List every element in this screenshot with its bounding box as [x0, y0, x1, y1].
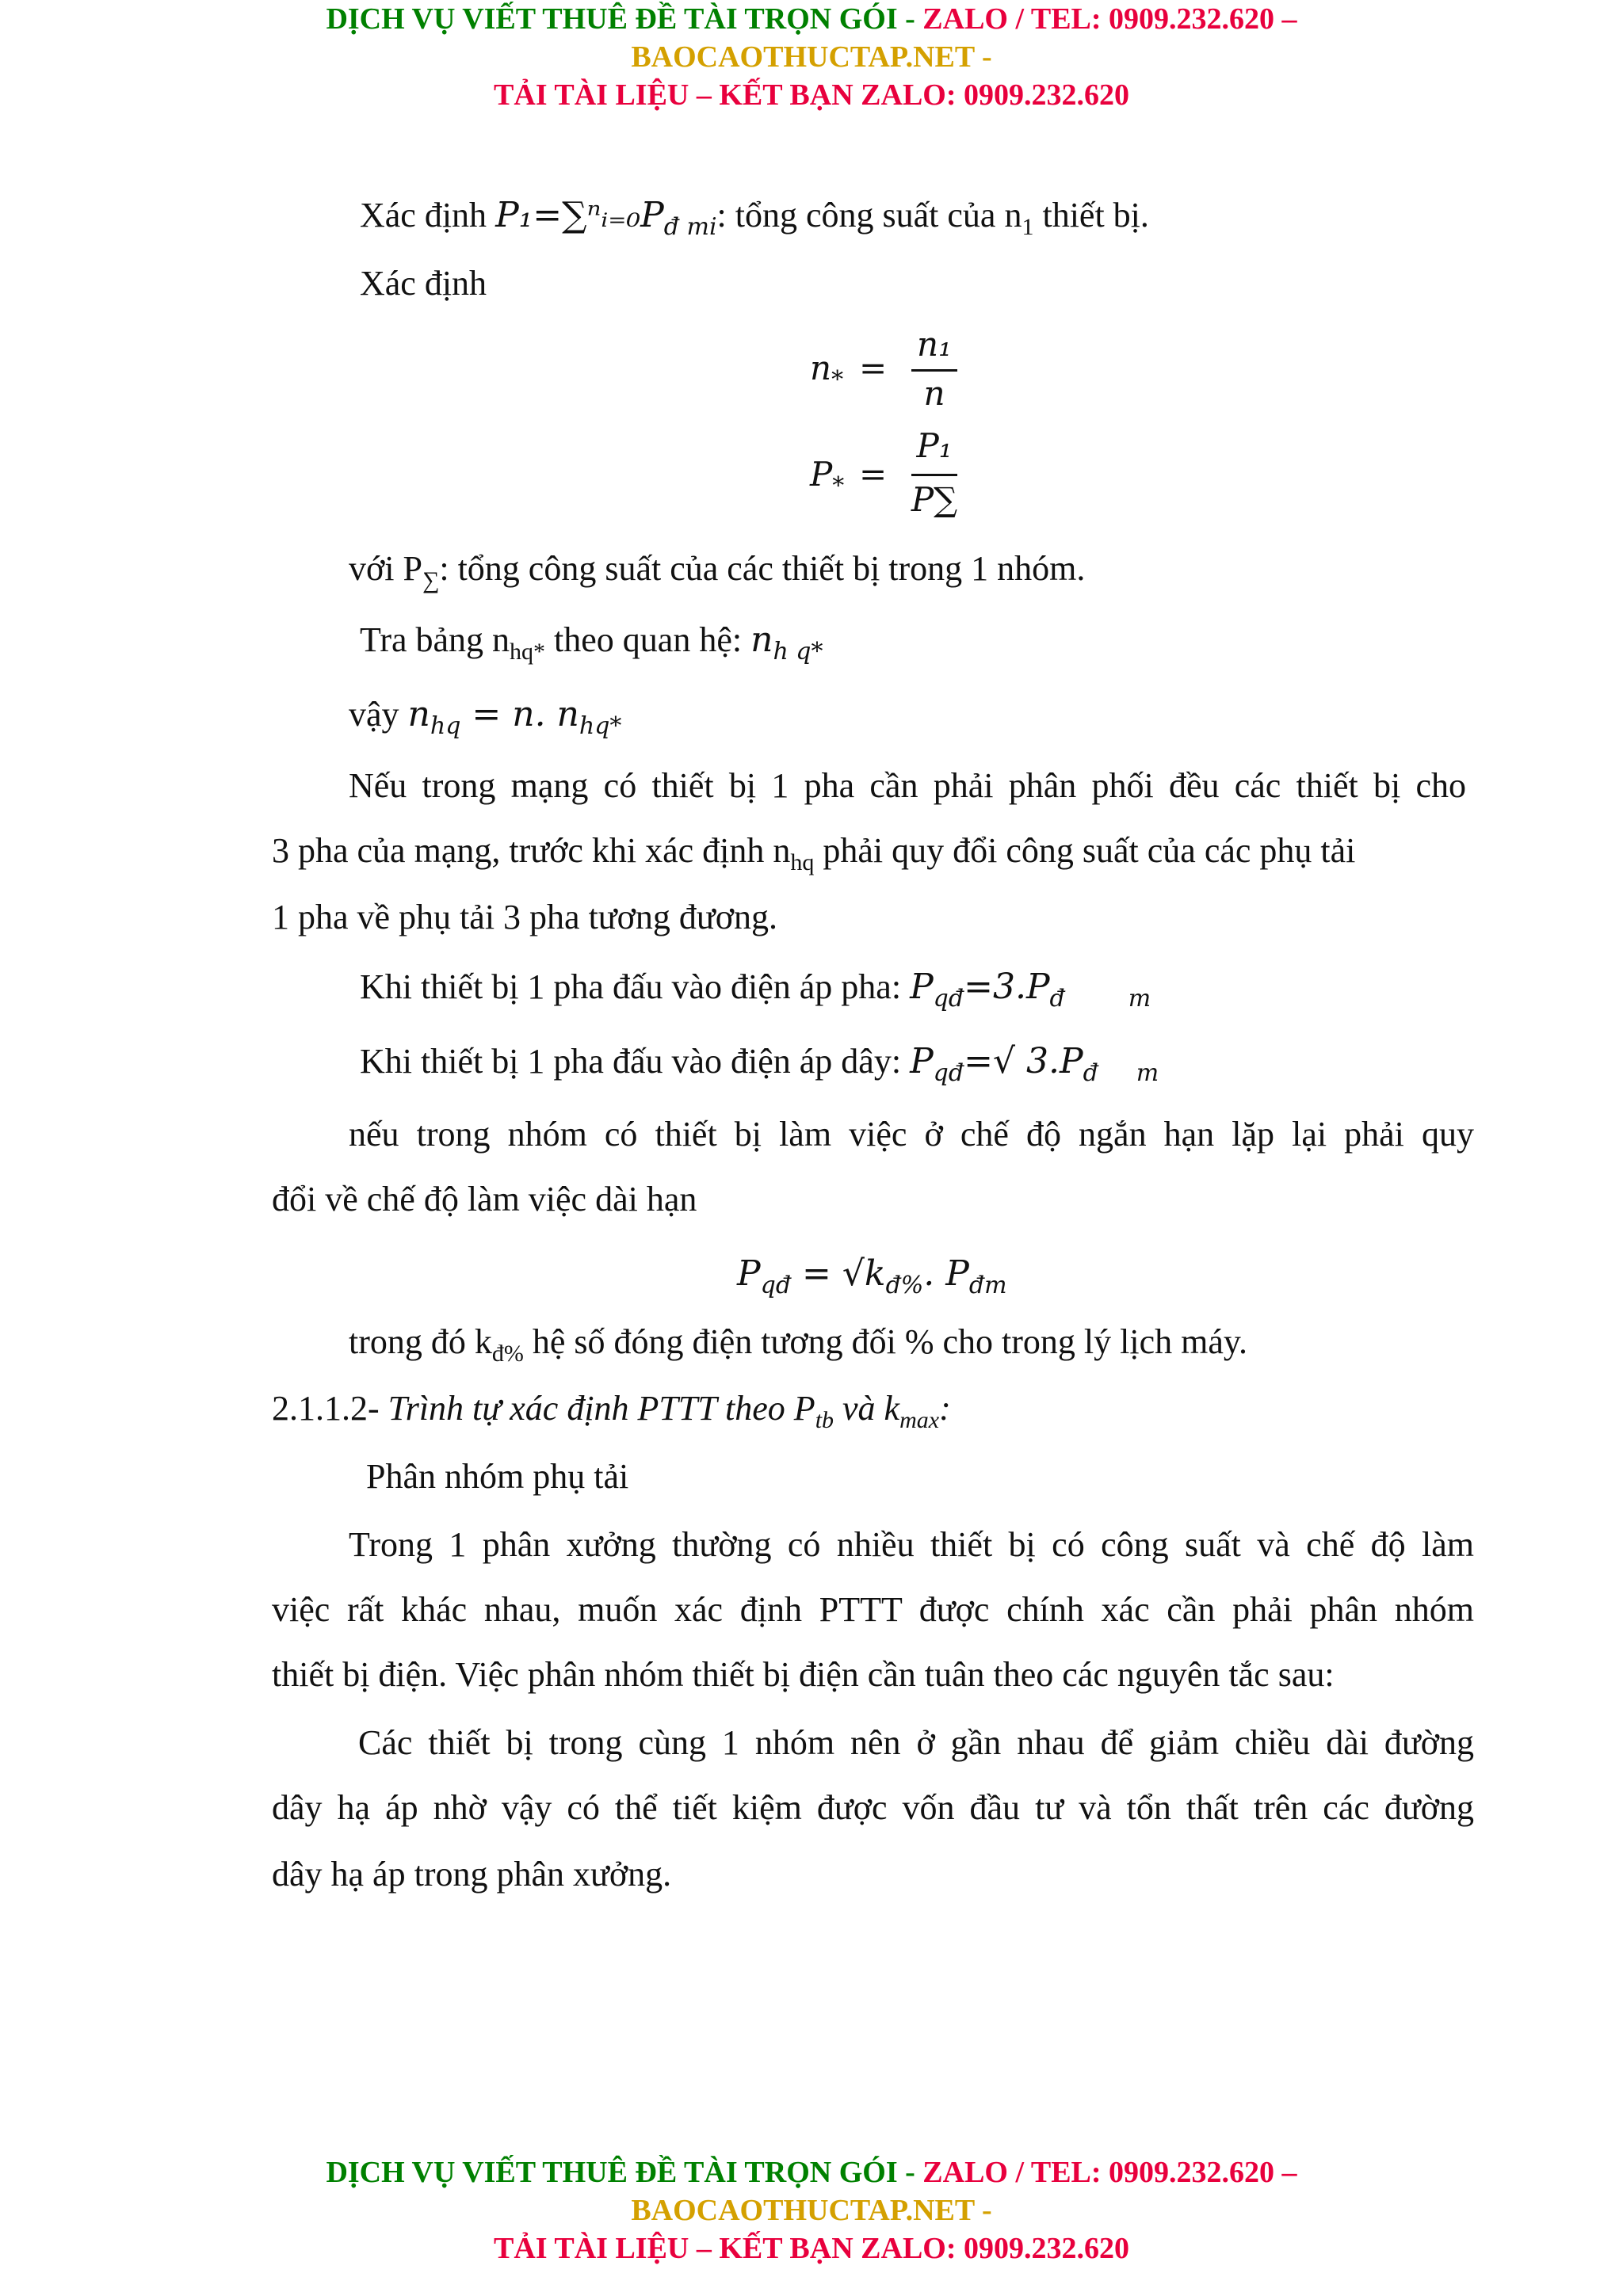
banner-line-1: DỊCH VỤ VIẾT THUÊ ĐỀ TÀI TRỌN GÓI - ZALO / TEL: 0909.232.620 –	[326, 2156, 1297, 2189]
paragraph-4-line-2: dây hạ áp nhờ vậy có thể tiết kiệm được vốn đầu tư và tổn thất trên các đường	[272, 1788, 1474, 1827]
line-grouping: Phân nhóm phụ tải	[366, 1457, 629, 1496]
paragraph-1-line-1: Nếu trong mạng có thiết bị 1 pha cần phải phân phối đều các thiết bị cho	[349, 766, 1466, 805]
line-define: Xác định	[360, 264, 487, 303]
paragraph-4-line-1: Các thiết bị trong cùng 1 nhóm nên ở gần nhau để giảm chiều dài đường	[358, 1723, 1474, 1762]
section-heading: 2.1.1.2- Trình tự xác định PTTT theo $P_{tb}$ và $k_{max}$:	[272, 1389, 951, 1433]
banner-line-1: DỊCH VỤ VIẾT THUÊ ĐỀ TÀI TRỌN GÓI - ZALO / TEL: 0909.232.620 –	[326, 2, 1297, 36]
banner-line-3: TẢI TÀI LIỆU – KẾT BẠN ZALO: 0909.232.620	[493, 78, 1130, 112]
header-banner	[0, 0, 1623, 114]
paragraph-3-line-3: thiết bị điện. Việc phân nhóm thiết bị điện cần tuân theo các nguyên tắc sau:	[272, 1655, 1335, 1694]
line-phase-voltage: Khi thiết bị 1 pha đấu vào điện áp pha: $P_{qđ}=3.P_đ$ $_m$	[360, 967, 1151, 1013]
line-lookup-table: Tra bảng $n_{hq*}$ theo quan hệ: $n_{h q*}$	[360, 620, 823, 666]
paragraph-4-line-3: dây hạ áp trong phân xưởng.	[272, 1855, 672, 1894]
equation-n-star: $n_*$ = n₁ n	[810, 325, 1016, 420]
banner-line-2: BAOCAOTHUCTAP.NET -	[631, 40, 992, 74]
equation-p-qd: $P_{qđ} = √k_{đ\%}$. $P_{đm}$	[737, 1253, 1007, 1299]
paragraph-3-line-1: Trong 1 phân xưởng thường có nhiều thiết bị có công suất và chế độ làm	[349, 1525, 1474, 1564]
paragraph-1-line-2: 3 pha của mạng, trước khi xác định $n_{hq}$ phải quy đổi công suất của các phụ tải	[272, 831, 1356, 875]
paragraph-1-line-3: 1 pha về phụ tải 3 pha tương đương.	[272, 898, 778, 936]
line-therefore: vậy $n_{hq} = n$. $n_{hq*}$	[349, 694, 622, 740]
paragraph-3-line-2: việc rất khác nhau, muốn xác định PTTT được chính xác cần phải phân nhóm	[272, 1590, 1474, 1629]
banner-line-2: BAOCAOTHUCTAP.NET -	[631, 2194, 992, 2227]
line-define-p1: Xác định $P_1=\sum^nᵢ_{=0}P_{đ mi}$: tổng công suất của $n_1$ thiết bị.	[360, 195, 1149, 241]
paragraph-2-line-2: đổi về chế độ làm việc dài hạn	[272, 1180, 697, 1219]
line-p-sum: với $P_\sum$: tổng công suất của các thiết bị trong 1 nhóm.	[349, 549, 1086, 593]
banner-line-3: TẢI TÀI LIỆU – KẾT BẠN ZALO: 0909.232.620	[493, 2232, 1130, 2265]
line-line-voltage: Khi thiết bị 1 pha đấu vào điện áp dây: $P_{qđ}=√$ $3.P_đ$ $_m$	[360, 1041, 1159, 1087]
line-k-d: trong đó $k_{đ\%}$ hệ số đóng điện tương đối % cho trong lý lịch máy.	[349, 1322, 1248, 1367]
formula-p1: $P_1=\sum^nᵢ_{=0}P_{đ mi}$	[495, 195, 717, 241]
equation-p-star: $P_*$ = P₁ P∑	[810, 426, 958, 519]
footer-banner	[0, 2153, 1623, 2267]
paragraph-2-line-1: nếu trong nhóm có thiết bị làm việc ở chế độ ngắn hạn lặp lại phải quy	[349, 1115, 1474, 1154]
